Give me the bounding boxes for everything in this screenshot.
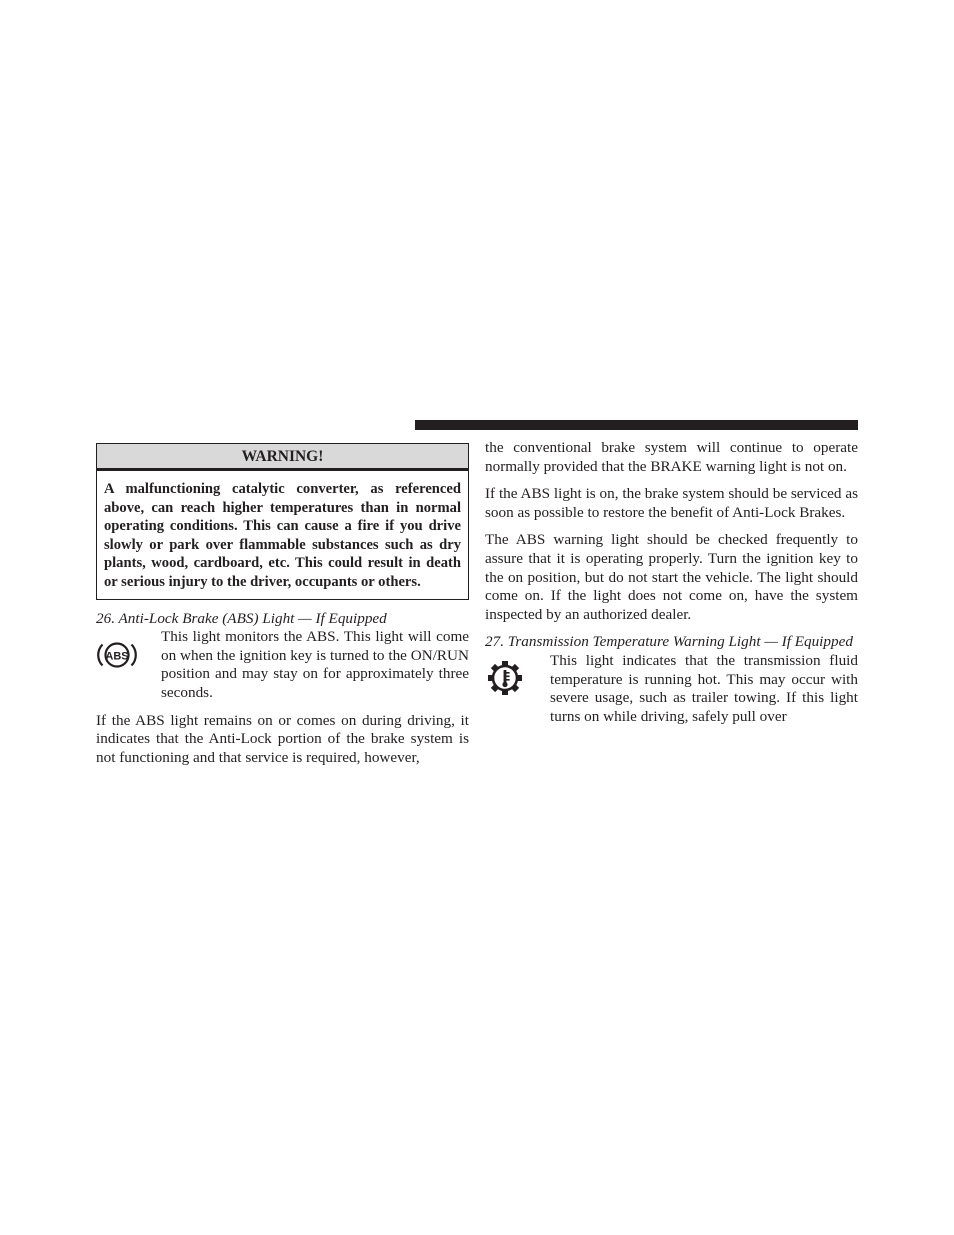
section-26-heading: 26. Anti-Lock Brake (ABS) Light — If Equipped [96,609,387,627]
section-26-para1-continued: the conventional brake system will continue to operate normally provided that the BRAKE warning light is not on. [485,439,858,475]
section-26-para3: The ABS warning light should be checked frequently to assure that it is operating properly. Turn the ignition key to the on position, but do not start the vehicle. The light should come on. If the light does not come on, have the system inspected by an authorized dealer. [485,531,858,623]
transmission-temperature-icon [485,658,525,698]
warning-title: WARNING! [97,444,468,471]
abs-icon-label: ABS [105,650,129,663]
abs-warning-icon [96,640,138,670]
left-column [96,443,469,767]
section-26-para1: If the ABS light remains on or comes on during driving, it indicates that the Anti-Lock portion of the brake system is not functioning and that service is required, however, [96,711,469,766]
section-26-intro: This light monitors the ABS. This light will come on when the ignition key is turned to the ON/RUN position and may stay on for approximately three seconds. [161,628,469,701]
warning-body: A malfunctioning catalytic converter, as referenced above, can reach higher temperatures than in normal operating conditions. This can cause a fire if you drive slowly or park over flammable substances such as dry plants, wood, cardboard, etc. This could result in death or serious injury to the driver, occupants or others. [104,481,461,590]
section-27-intro: This light indicates that the transmission fluid temperature is running hot. This may occur with severe usage, such as trailer towing. If this light turns on while driving, safely pull over [550,651,858,725]
section-27-item [485,652,858,726]
section-header-bar [415,420,858,430]
section-27-heading: 27. Transmission Temperature Warning Light — If Equipped [485,633,853,651]
section-26-item [96,628,469,702]
section-26-para2: If the ABS light is on, the brake system should be serviced as soon as possible to restore the benefit of Anti-Lock Brakes. [485,485,858,521]
warning-box [96,443,469,600]
right-column [485,439,858,726]
